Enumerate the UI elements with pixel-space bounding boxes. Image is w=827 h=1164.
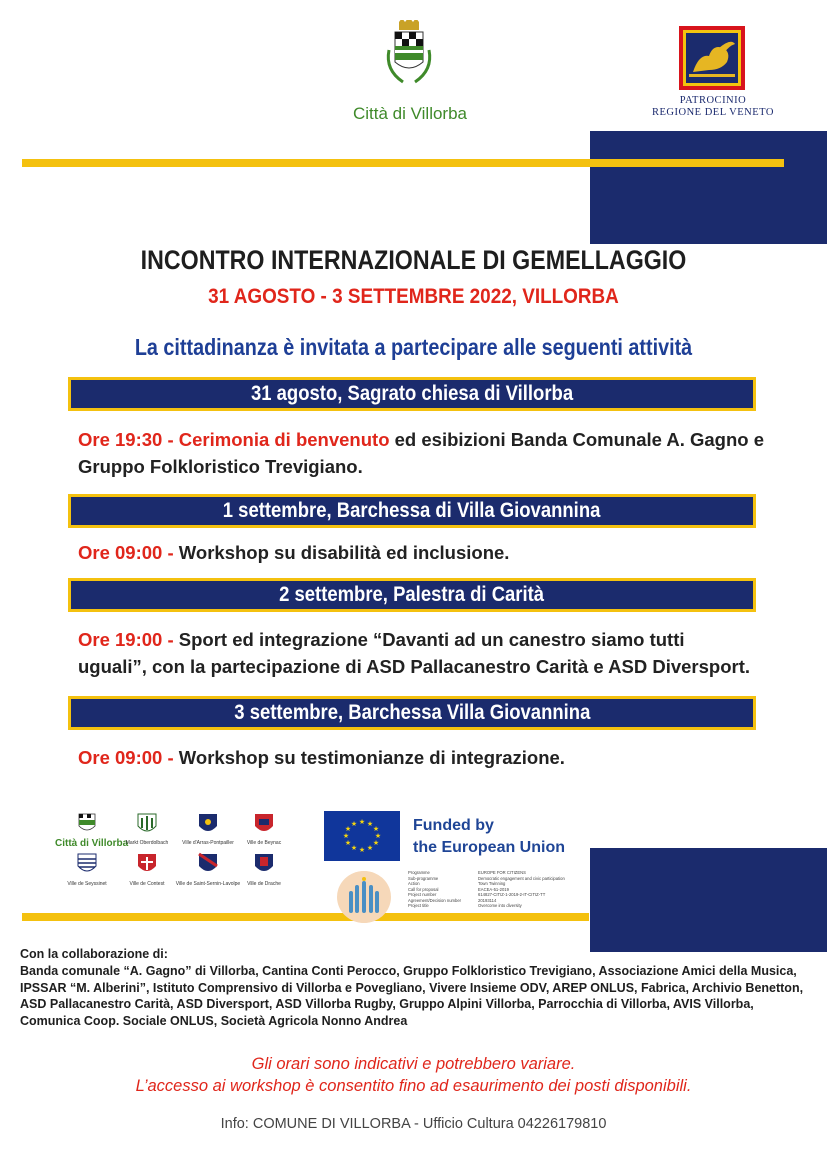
svg-text:★: ★ bbox=[342, 832, 350, 840]
town-label: Ville d'Arras-Pontpailler bbox=[182, 840, 234, 846]
event-time-4: Ore 09:00 - bbox=[78, 747, 179, 768]
svg-text:★: ★ bbox=[358, 818, 366, 826]
collaboration-heading: Con la collaborazione di: bbox=[20, 947, 168, 961]
event-heading-2: 1 settembre, Barchessa di Villa Giovannina bbox=[68, 494, 756, 528]
meta-value: 614827-CITIZ-1-2019-2-IT-CITIZ-TT bbox=[478, 892, 546, 897]
town-label: Ville de Saint-Sernin-Lavolpe bbox=[175, 881, 241, 887]
meta-key: Agreement/Decision number bbox=[408, 897, 462, 903]
event-dates: 31 AGOSTO - 3 SETTEMBRE 2022, VILLORBA bbox=[208, 285, 619, 308]
event-time-3: Ore 19:00 - bbox=[78, 629, 179, 650]
svg-text:★: ★ bbox=[344, 825, 352, 833]
disclaimer-line-2: L’accesso ai workshop è consentito fino ad esaurimento dei posti disponibili. bbox=[135, 1077, 692, 1095]
eu-funding-line-2: the European Union bbox=[413, 839, 565, 856]
meta-key: Call for proposal bbox=[408, 886, 439, 892]
eu-flag-icon bbox=[324, 811, 400, 861]
svg-text:★: ★ bbox=[358, 846, 366, 854]
event-heading-3: 2 settembre, Palestra di Carità bbox=[68, 578, 756, 612]
decorative-blue-block-top bbox=[590, 131, 827, 244]
partner-villorba-label: Città di Villorba bbox=[55, 838, 129, 849]
meta-key: Action bbox=[408, 881, 420, 886]
town-label: Ville de Seyssinet bbox=[67, 881, 107, 887]
meta-value: Democratic engagement and civic participation bbox=[478, 875, 565, 881]
event-time-2: Ore 09:00 - bbox=[78, 542, 179, 563]
decorative-blue-block-bottom bbox=[590, 848, 827, 952]
villorba-crest-icon bbox=[383, 20, 435, 90]
town-label: Ville de Drache bbox=[247, 881, 281, 887]
invitation-text: La cittadinanza è invitata a partecipare alle seguenti attività bbox=[134, 334, 693, 360]
event-description-3 bbox=[78, 626, 758, 680]
town-crest-icon bbox=[136, 812, 158, 836]
town-crest-icon bbox=[253, 812, 275, 836]
event-description-2 bbox=[78, 539, 778, 566]
event-text-2: Workshop su disabilità ed inclusione. bbox=[178, 542, 510, 563]
svg-text:★: ★ bbox=[366, 844, 374, 852]
svg-text:★: ★ bbox=[372, 839, 380, 847]
svg-text:★: ★ bbox=[366, 820, 374, 828]
decorative-yellow-line-top bbox=[22, 159, 784, 167]
town-label: Ville de Contest bbox=[129, 881, 165, 887]
contact-info: Info: COMUNE DI VILLORBA - Ufficio Cultura 04226179810 bbox=[220, 1116, 607, 1132]
eu-funding-label bbox=[413, 815, 565, 859]
event-heading-4: 3 settembre, Barchessa Villa Giovannina bbox=[68, 696, 756, 730]
meta-value: Town Twinning bbox=[478, 881, 506, 886]
svg-text:★: ★ bbox=[350, 844, 358, 852]
europe-for-citizens-logo-icon bbox=[337, 871, 391, 923]
veneto-lion-crest-icon bbox=[679, 26, 745, 90]
svg-text:★: ★ bbox=[344, 839, 352, 847]
collaboration-list: Banda comunale “A. Gagno” di Villorba, Cantina Conti Perocco, Gruppo Folkloristico Trevigiano, Associazione Amici della Musica, IPSSAR “M. Alberini”, Istituto Comprensivo di Villorba e Povegliano, Vivere Insieme ODV, AREP ONLUS, Fabrica, Archivio Benetton, ASD Pallacanestro Carità, ASD Diversport, ASD Villorba Rugby, Gruppo Alpini Villorba, Parrocchia di Villorba, AVIS Villorba, Comunica Coop. Sociale ONLUS, Società Agricola Nonno Andrea bbox=[20, 964, 804, 1028]
eu-project-details bbox=[408, 870, 578, 909]
svg-text:★: ★ bbox=[350, 820, 358, 828]
meta-key: Project title bbox=[408, 903, 429, 908]
patronage-line-1: PATROCINIO bbox=[679, 95, 747, 106]
town-crest-icon bbox=[197, 852, 219, 876]
town-crest-icon bbox=[253, 852, 275, 876]
town-crest-icon bbox=[136, 852, 158, 876]
town-crest-icon bbox=[76, 852, 98, 876]
meta-value: 20193114 bbox=[478, 897, 497, 903]
svg-text:★: ★ bbox=[372, 825, 380, 833]
event-text-3: Sport ed integrazione “Davanti ad un canestro siamo tutti uguali”, con la partecipazione di ASD Pallacanestro Carità e ASD Diversport. bbox=[78, 629, 751, 677]
meta-key: Project number bbox=[408, 892, 437, 897]
town-label: Ville de Beynac bbox=[246, 840, 282, 846]
disclaimer-notes bbox=[0, 1053, 827, 1097]
patronage-label bbox=[648, 95, 778, 119]
eu-funding-line-1: Funded by bbox=[413, 817, 494, 834]
meta-value: Overcome into diversity bbox=[478, 903, 522, 908]
municipality-name: Città di Villorba bbox=[352, 104, 468, 123]
event-text-4: Workshop su testimonianze di integrazione. bbox=[178, 747, 565, 768]
disclaimer-line-1: Gli orari sono indicativi e potrebbero variare. bbox=[251, 1055, 576, 1073]
event-description-1 bbox=[78, 426, 778, 480]
event-heading-1: 31 agosto, Sagrato chiesa di Villorba bbox=[68, 377, 756, 411]
town-label: Markt Oberdolbach bbox=[125, 840, 169, 846]
patronage-line-2: REGIONE DEL VENETO bbox=[652, 107, 774, 118]
page-title: INCONTRO INTERNAZIONALE DI GEMELLAGGIO bbox=[140, 245, 687, 275]
event-time-1: Ore 19:30 - Cerimonia di benvenuto bbox=[78, 429, 390, 450]
villorba-small-crest-icon bbox=[76, 808, 98, 836]
meta-value: EUROPE FOR CITIZENS bbox=[478, 870, 526, 875]
meta-key: Programme bbox=[408, 870, 430, 875]
decorative-yellow-line-bottom bbox=[22, 913, 589, 921]
meta-value: EACEA-51-2019 bbox=[478, 886, 509, 892]
town-crest-icon bbox=[197, 812, 219, 836]
svg-text:★: ★ bbox=[374, 832, 382, 840]
event-text-1: ed esibizioni Banda Comunale A. Gagno e Gruppo Folkloristico Trevigiano. bbox=[78, 429, 765, 477]
meta-key: Sub-programme bbox=[408, 875, 439, 881]
event-description-4 bbox=[78, 744, 778, 771]
